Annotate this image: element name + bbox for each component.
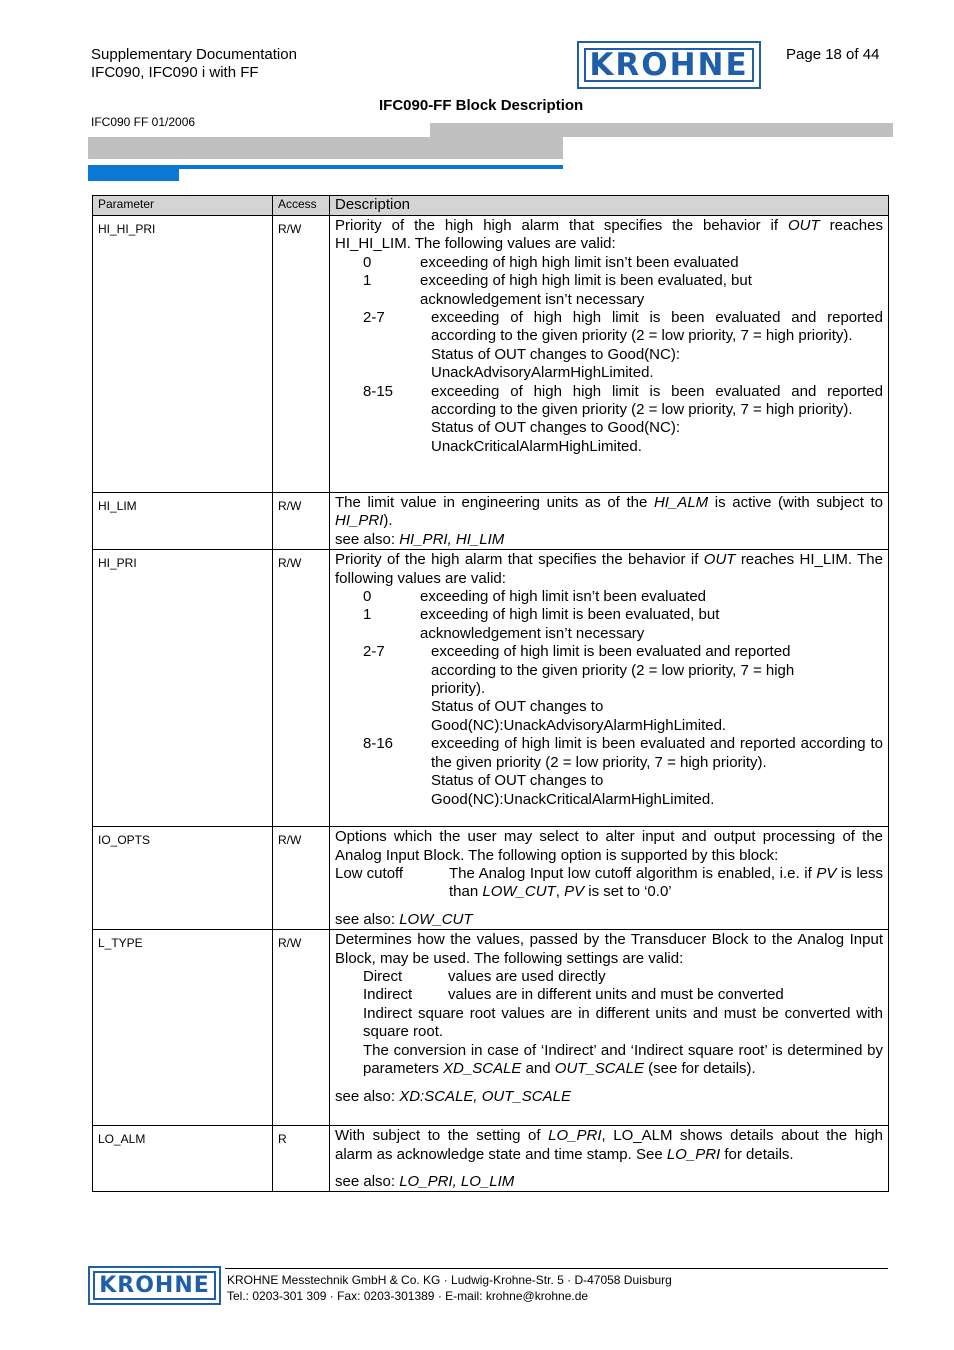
conversion-note: The conversion in case of ‘Indirect’ and ‘Indirect square root’ is determined by parameters XD_SCALE and OUT_SCALE (see for details). xyxy=(363,1041,883,1078)
value-item: 2-7 exceeding of high limit is been evaluated and reported according to the given priority (2 = low priority, 7 = high priority). Status of OUT changes to Good(NC):UnackAdvisoryAlarmHighLimited. xyxy=(363,643,795,734)
col-header-description: Description xyxy=(335,196,411,213)
param-name: L_TYPE xyxy=(98,936,143,951)
param-access: R/W xyxy=(278,222,302,236)
value-item: 0 exceeding of high limit isn’t been evaluated xyxy=(363,588,707,606)
param-name: HI_LIM xyxy=(98,499,137,513)
parameter-table xyxy=(92,195,889,1192)
see-also: see also: LOW_CUT xyxy=(335,910,473,928)
param-name: HI_HI_PRI xyxy=(98,222,156,236)
option-item: Low cutoff The Analog Input low cutoff algorithm is enabled, i.e. if PV is less than LOW_CUT, PV is set to ‘0.0’ xyxy=(335,865,883,901)
param-access: R/W xyxy=(278,833,302,848)
footer-contact: Tel.: 0203-301 309 · Fax: 0203-301389 · E-mail: krohne@krohne.de xyxy=(227,1289,589,1303)
value-item: 0 exceeding of high high limit isn’t been evaluated xyxy=(363,253,739,271)
param-access: R/W xyxy=(278,499,302,513)
setting-item: Indirect square root values are in different units and must be converted with square root. xyxy=(363,1004,883,1041)
param-description: Priority of the high alarm that specifies the behavior if OUT reaches HI_LIM. The following values are valid: 0 exceeding of high limit isn’t been evaluated 1 exceeding of high limit is been evaluated, but acknowledgement isn’t necessary 2-7 exceeding of high limit is been evaluated and reported according to the given priority (2 = low priority, 7 = high priority). Status of OUT changes to Good(NC):UnackAdvisoryAlarmHighLimited. 8-16 exceeding of high limit is been evaluated and reported according to the given priority (2 = low priority, 7 = high priority). Status of OUT changes to Good(NC):UnackCriticalAlarmHighLimited. xyxy=(335,551,883,808)
table-header-row xyxy=(93,196,889,216)
setting-item: Direct values are used directly xyxy=(363,968,606,986)
section-title: IFC090-FF Block Description xyxy=(379,97,584,114)
see-also: see also: HI_PRI, HI_LIM xyxy=(335,530,505,548)
value-item: 1 exceeding of high limit is been evaluated, but acknowledgement isn’t necessary xyxy=(363,606,720,642)
param-description: Determines how the values, passed by the Transducer Block to the Analog Input Block, may be used. The following settings are valid: Direct values are used directly Indirect values are in different units and must be converted Indirect square root values are in different units and must be converted with square root. The conversion in case of ‘Indirect’ and ‘Indirect square root’ is determined by parameters XD_SCALE and OUT_SCALE (see for details). see also: XD:SCALE, OUT_SCALE xyxy=(335,931,883,1105)
table-row xyxy=(93,827,889,930)
table-row xyxy=(93,1126,889,1192)
accent-block xyxy=(88,165,179,181)
param-description: The limit value in engineering units as of the HI_ALM is active (with subject to HI_PRI). see also: HI_PRI, HI_LIM xyxy=(335,494,884,548)
table-row xyxy=(93,930,889,1126)
table-row xyxy=(93,216,889,493)
table-row xyxy=(93,550,889,827)
table-row xyxy=(93,493,889,550)
header-bar-right xyxy=(430,123,893,137)
param-description: With subject to the setting of LO_PRI, LO_ALM shows details about the high alarm as acknowledge state and time stamp. See LO_PRI for details. see also: LO_PRI, LO_LIM xyxy=(335,1127,883,1191)
doc-title-line2: IFC090, IFC090 i with FF xyxy=(91,64,259,81)
param-access: R/W xyxy=(278,556,302,571)
value-item: 2-7 exceeding of high high limit is been evaluated and reported according to the given priority (2 = low priority, 7 = high priority). Status of OUT changes to Good(NC): UnackAdvisoryAlarmHighLimited. xyxy=(363,309,883,382)
param-name: HI_PRI xyxy=(98,556,137,571)
param-name: LO_ALM xyxy=(98,1132,146,1147)
footer-krohne-logo xyxy=(88,1266,221,1305)
see-also: see also: XD:SCALE, OUT_SCALE xyxy=(335,1087,571,1105)
krohne-logo xyxy=(577,41,761,89)
param-name: IO_OPTS xyxy=(98,833,151,848)
footer-address: KROHNE Messtechnik GmbH & Co. KG · Ludwig-Krohne-Str. 5 · D-47058 Duisburg xyxy=(227,1273,672,1287)
setting-item: Indirect values are in different units and must be converted xyxy=(363,986,784,1004)
footer-logo-text: KROHNE xyxy=(99,1273,210,1298)
param-description: Priority of the high high alarm that specifies the behavior if OUT reaches HI_HI_LIM. The following values are valid: 0 exceeding of high high limit isn’t been evaluated 1 exceeding of high high limit is been evaluated, but acknowledgement isn’t necessary 2-7 exceeding of high high limit is been evaluated and reported according to the given priority (2 = low priority, 7 = high priority). Status of OUT changes to Good(NC): UnackAdvisoryAlarmHighLimited. 8-15 exceeding of high high limit is been evaluated and reported according to the given priority (2 = low priority, 7 = high priority). Status of OUT changes to Good(NC): UnackCriticalAlarmHighLimited. xyxy=(335,217,883,455)
col-header-access: Access xyxy=(278,197,317,211)
value-item: 1 exceeding of high high limit is been evaluated, but acknowledgement isn’t necessary xyxy=(363,272,752,308)
footer-divider xyxy=(225,1268,888,1269)
param-description: Options which the user may select to alter input and output processing of the Analog Input Block. The following option is supported by this block: Low cutoff The Analog Input low cutoff algorithm is enabled, i.e. if PV is less than LOW_CUT, PV is set to ‘0.0’ see also: LOW_CUT xyxy=(335,828,883,928)
col-header-parameter: Parameter xyxy=(98,197,155,211)
doc-id: IFC090 FF 01/2006 xyxy=(91,115,196,129)
header-bar-left xyxy=(88,137,563,159)
doc-title-line1: Supplementary Documentation xyxy=(91,46,297,63)
see-also: see also: LO_PRI, LO_LIM xyxy=(335,1173,515,1191)
page-number: Page 18 of 44 xyxy=(786,46,880,63)
param-access: R xyxy=(278,1132,287,1147)
value-item: 8-16 exceeding of high limit is been evaluated and reported according to the given priority (2 = low priority, 7 = high priority). Status of OUT changes to Good(NC):UnackCriticalAlarmHighLimited. xyxy=(363,735,883,808)
param-access: R/W xyxy=(278,936,302,951)
logo-text: KROHNE xyxy=(589,47,749,83)
value-item: 8-15 exceeding of high high limit is been evaluated and reported according to the given priority (2 = low priority, 7 = high priority). Status of OUT changes to Good(NC): UnackCriticalAlarmHighLimited. xyxy=(363,382,883,455)
